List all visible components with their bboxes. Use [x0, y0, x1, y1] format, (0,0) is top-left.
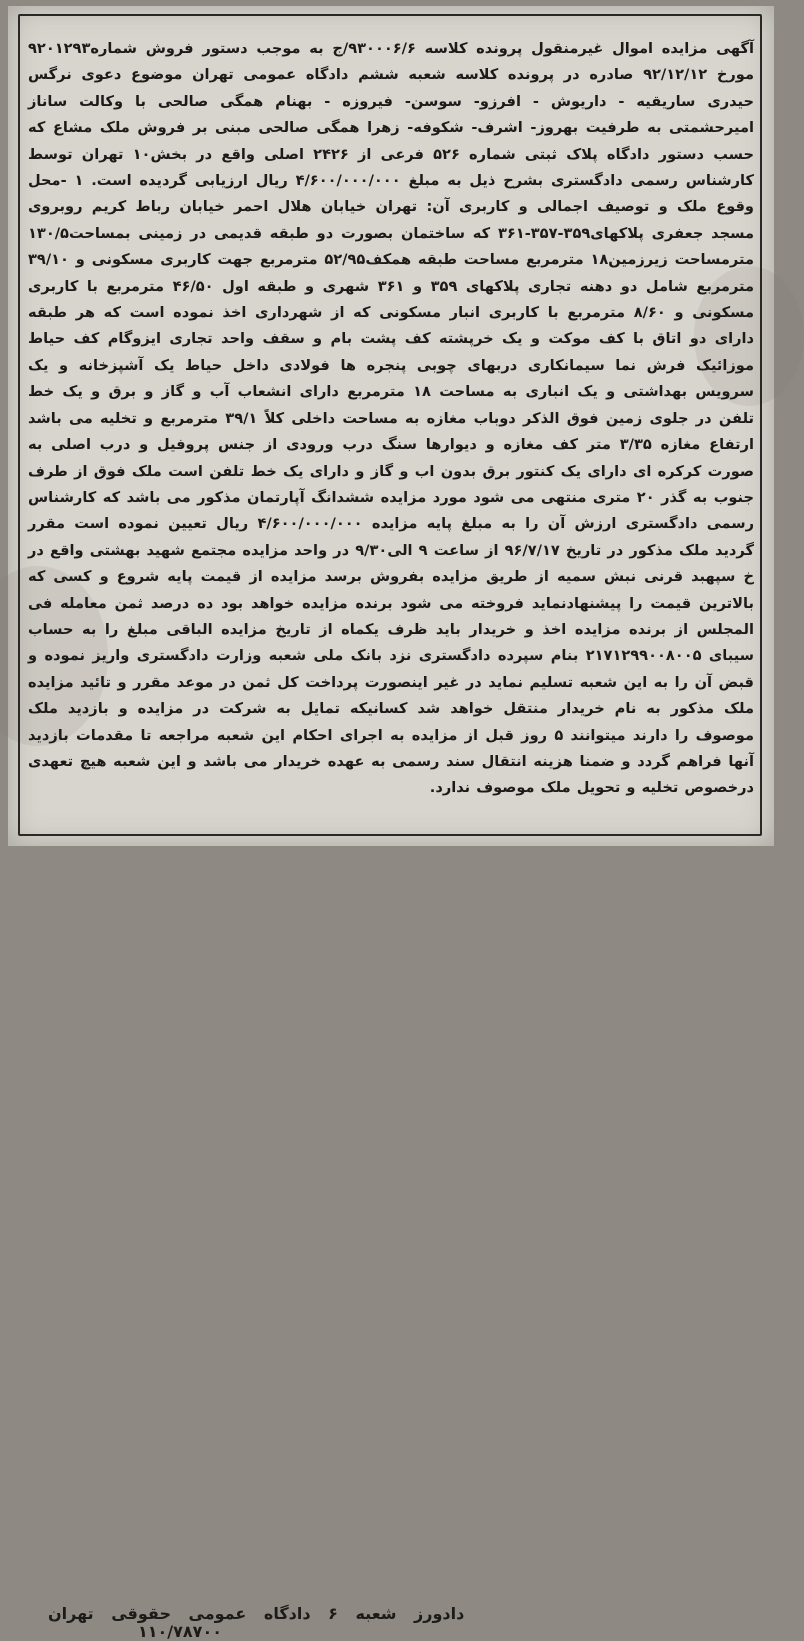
issuer-signature: دادورز شعبه ۶ دادگاه عمومی حقوقی تهران — [48, 1604, 465, 1623]
ad-code: ۱۱۰/۷۸۷۰۰ — [138, 1622, 222, 1641]
notice-body: آگهی مزایده اموال غیرمنقول پرونده کلاسه ۹۳۰۰۰۶/۶/ج به موجب دستور فروش شماره۹۲۰۱۲۹۳ مورخ ۹۲/۱۲/۱۲ صادره در پرونده کلاسه شعبه ششم دادگاه عمومی تهران موضوع دعوی نرگس حیدری ساریقیه - داریوش - افرزو- سوسن- فیروزه - بهنام همگی صالحی با وکالت ساناز امیرحشمتی به طرفیت بهروز- اشرف- شکوفه- زهرا همگی صالحی مبنی بر فروش ملک مشاع که حسب دستور دادگاه پلاک ثبتی شماره ۵۲۶ فرعی از ۲۴۲۶ اصلی واقع در بخش۱۰ تهران توسط کارشناس رسمی دادگستری بشرح ذیل به مبلغ ۴/۶۰۰/۰۰۰/۰۰۰ ریال ارزیابی گردیده است. ۱ -محل وقوع ملک و توصیف اجمالی و کاربری آن: تهران خیابان هلال احمر خیابان رباط کریم روبروی مسجد جعفری پلاکهای۳۵۹-۳۵۷-۳۶۱ که ساختمان بصورت دو طبقه قدیمی در زمینی بمساحت۱۳۰/۵ مترمساحت زیرزمین۱۸ مترمربع مساحت طبقه همکف۵۲/۹۵ مترمربع جهت کاربری مسکونی و ۳۹/۱۰ مترمربع شامل دو دهنه تجاری پلاکهای ۳۵۹ و ۳۶۱ شهری و طبقه اول ۴۶/۵۰ مترمربع با کاربری مسکونی و ۸/۶۰ مترمربع با کاربری انبار مسکونی که از شهرداری اخذ نموده است که هر طبقه دارای دو اتاق با کف موکت و یک خرپشته کف پشت بام و سقف واحد تجاری ایزوگام کف حیاط موزائیک فرش نما سیمانکاری دربهای چوبی پنجره ها فولادی داخل حیاط یک آشپزخانه و یک سرویس بهداشتی و یک انباری به مساحت ۱۸ مترمربع دارای انشعاب آب و گاز و برق و یک خط تلفن در جلوی زمین فوق الذکر دوباب مغازه به مساحت داخلی کلاً ۳۹/۱ مترمربع و تخلیه می باشد ارتفاع مغازه ۳/۳۵ متر کف مغازه و دیوارها سنگ درب ورودی از جنس پروفیل و درب اصلی به صورت کرکره ای دارای یک کنتور برق بدون اب و گاز و دارای یک خط تلفن است ملک فوق از طرف جنوب به گذر ۲۰ متری منتهی می شود مورد مزایده ششدانگ آپارتمان مذکور می باشد که کارشناس رسمی دادگستری ارزش آن را به مبلغ پایه مزایده ۴/۶۰۰/۰۰۰/۰۰۰ ریال تعیین نموده است مقرر گردید ملک مذکور در تاریخ ۹۶/۷/۱۷ از ساعت ۹ الی۹/۳۰ در واحد مزایده مجتمع شهید بهشتی واقع در خ سپهبد قرنی نبش سمیه از طریق مزایده بفروش برسد مزایده از قیمت پایه شروع و کسی که بالاترین قیمت را پیشنهادنماید فروخته می شود برنده مزایده خواهد بود ده درصد ثمن معامله فی المجلس از برنده مزایده اخذ و خریدار باید ظرف یکماه از تاریخ مزایده الباقی مبلغ را به حساب سیبای ۲۱۷۱۲۹۹۰۰۸۰۰۵ بنام سپرده دادگستری نزد بانک ملی شعبه وزارت دادگستری واریز نموده و قبض آن را به این شعبه تسلیم نماید در غیر اینصورت پرداخت کل ثمن در موعد مقرر و تائید مزایده ملک مذکور به نام خریدار منتقل خواهد شد کسانیکه تمایل به شرکت در مزایده و بازدید ملک موصوف را دارند میتوانند ۵ روز قبل از مزایده به اجرای احکام این شعبه مراجعه تا مقدمات بازدید آنها فراهم گردد و ضمنا هزینه انتقال سند رسمی به عهده خریدار می باشد و این شعبه هیچ تعهدی درخصوص تخلیه و تحویل ملک موصوف ندارد. — [28, 40, 755, 797]
newspaper-clipping — [8, 6, 774, 1641]
